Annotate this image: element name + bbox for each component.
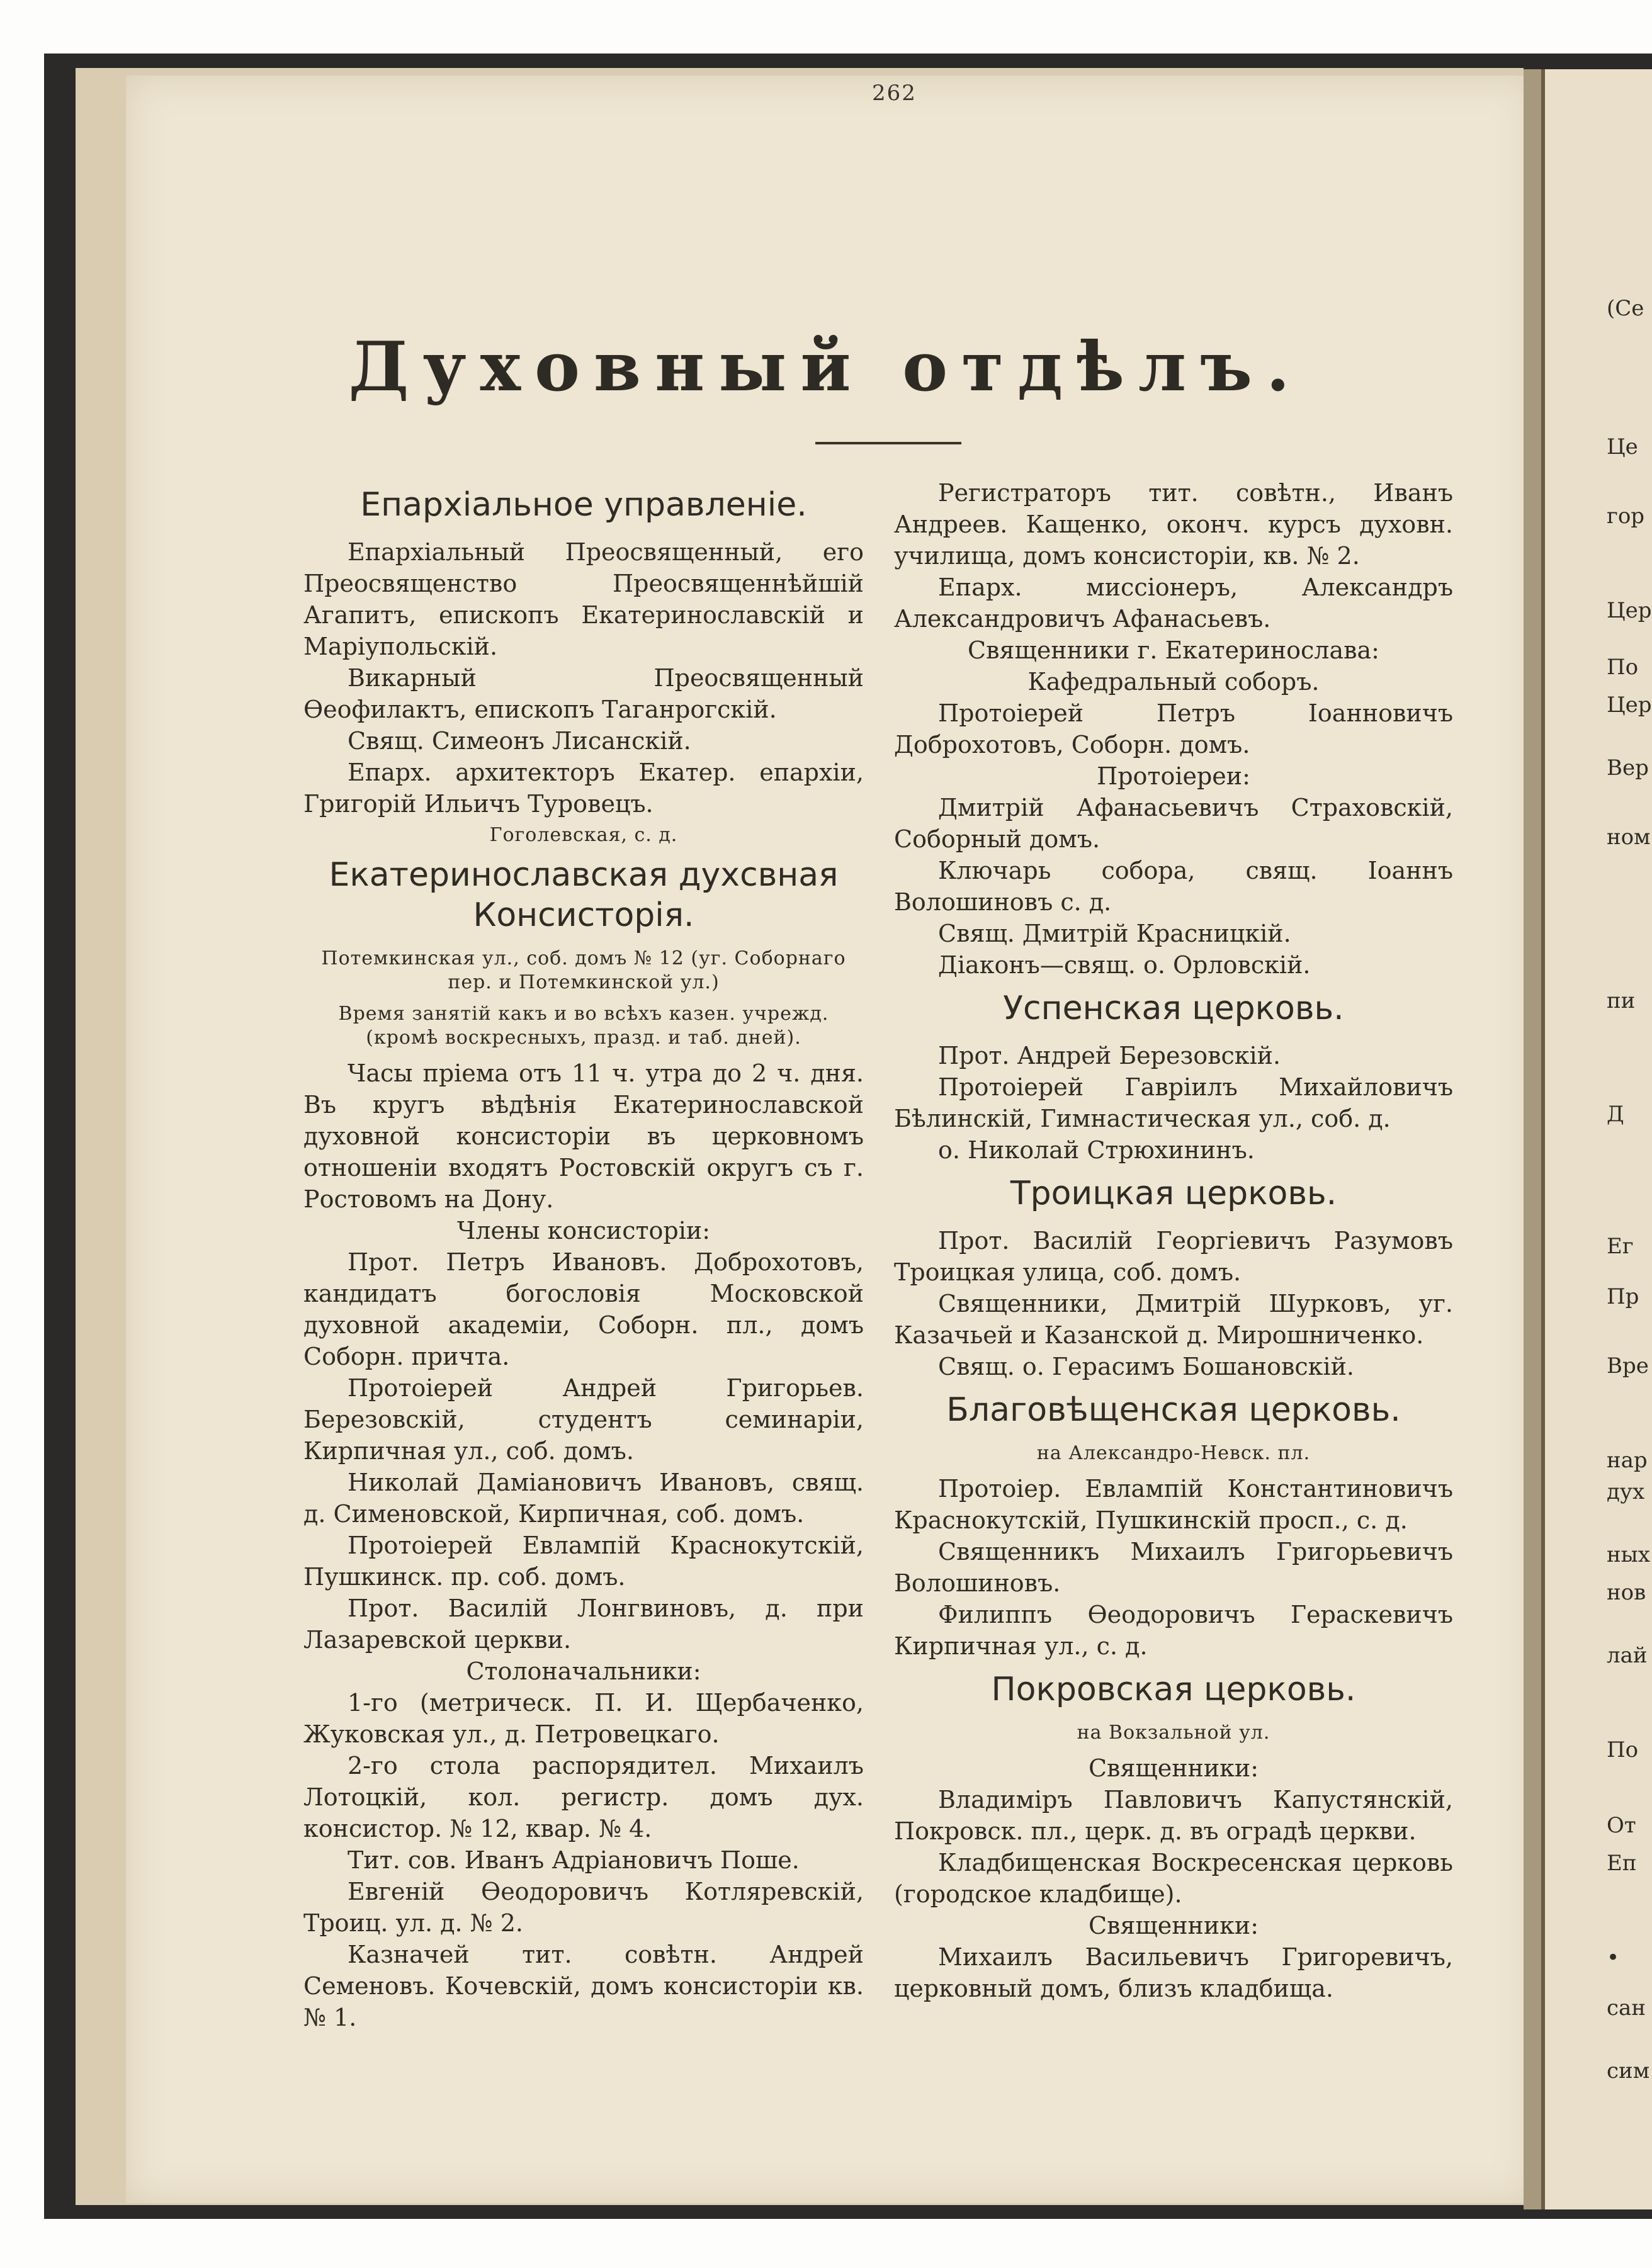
next-page-fragment: Цер xyxy=(1607,598,1652,623)
title-divider xyxy=(815,442,961,444)
entry-paragraph: Протоіерей Андрей Григорьев. Березовскій, студентъ семинаріи, Кирпичная ул., соб. домъ. xyxy=(303,1374,864,1465)
section-heading: Благовѣщенская церковь. xyxy=(946,1391,1401,1429)
entry-paragraph: Евгеній Ѳеодоровичъ Котляревскій, Троиц. ул. д. № 2. xyxy=(303,1878,864,1937)
entry-paragraph: Священники, Дмитрій Шурковъ, уг. Казачьей и Казанской д. Мирошниченко. xyxy=(894,1290,1453,1349)
page-number: 262 xyxy=(872,81,917,106)
entry-paragraph: Протоіерей Евлампій Краснокутскій, Пушкинск. пр. соб. домъ. xyxy=(303,1532,864,1591)
entry-paragraph: Свящ. Дмитрій Красницкій. xyxy=(938,920,1291,947)
page-title: Духовный отдѣлъ. xyxy=(348,327,1304,407)
next-page-fragment: Еп xyxy=(1607,1851,1637,1876)
section-heading: Покровская церковь. xyxy=(991,1671,1356,1708)
entry-paragraph: Діаконъ—свящ. о. Орловскій. xyxy=(938,951,1311,979)
centered-line: Священники: xyxy=(1088,1912,1259,1939)
entry-paragraph: Николай Даміановичъ Ивановъ, свящ. д. Сименовской, Кирпичная, соб. домъ. xyxy=(303,1469,864,1528)
entry-paragraph: Епарх. архитекторъ Екатер. епархіи, Григорій Ильичъ Туровецъ. xyxy=(303,759,864,818)
entry-paragraph: Епарх. миссіонеръ, Александръ Александровичъ Афанасьевъ. xyxy=(894,573,1453,633)
next-page-fragment: дух xyxy=(1607,1479,1645,1504)
entry-paragraph: о. Николай Стрюхининъ. xyxy=(938,1136,1255,1164)
next-page-fragment: Вер xyxy=(1607,755,1649,781)
entry-paragraph: Кладбищенская Воскресенская церковь (городское кладбище). xyxy=(894,1849,1453,1908)
entry-paragraph: Протоіер. Евлампій Константиновичъ Краснокутскій, Пушкинскій просп., с. д. xyxy=(894,1475,1453,1534)
next-page-fragment: гор xyxy=(1607,504,1645,529)
entry-paragraph: 2-го стола распорядител. Михаилъ Лотоцкій, кол. регистр. домъ дух. консистор. № 12, квар. № 4. xyxy=(303,1752,864,1842)
next-page-fragment: По xyxy=(1607,1737,1639,1763)
entry-paragraph: Тит. сов. Иванъ Адріановичъ Поше. xyxy=(348,1846,800,1874)
entry-paragraph: Владиміръ Павловичъ Капустянскій, Покровск. пл., церк. д. въ оградѣ церкви. xyxy=(894,1786,1453,1845)
section-subtitle: Гоголевская, с. д. xyxy=(489,824,678,846)
entry-paragraph: Викарный Преосвященный Ѳеофилактъ, епископъ Таганрогскій. xyxy=(303,664,864,723)
section-heading: Екатеринославская духсвная Консисторія. xyxy=(329,856,839,934)
next-page-fragment: От xyxy=(1607,1813,1636,1838)
next-page-fragment: сим xyxy=(1607,2058,1650,2084)
entry-paragraph: Дмитрій Афанасьевичъ Страховскій, Соборный домъ. xyxy=(894,794,1453,853)
next-page-fragment: нар xyxy=(1607,1448,1648,1473)
section-subtitle: Время занятій какъ и во всѣхъ казен. учрежд. (кромѣ воскресныхъ, празд. и таб. дней). xyxy=(338,1003,829,1049)
centered-line: Члены консисторіи: xyxy=(456,1217,710,1244)
entry-paragraph: Регистраторъ тит. совѣтн., Иванъ Андреев. Кащенко, оконч. курсъ духовн. училища, домъ консисторіи, кв. № 2. xyxy=(894,479,1453,570)
section-subtitle: Потемкинская ул., соб. домъ № 12 (уг. Соборнаго пер. и Потемкинской ул.) xyxy=(321,947,846,993)
centered-line: Протоіереи: xyxy=(1097,762,1250,790)
next-page-fragment: лай xyxy=(1607,1643,1648,1668)
next-page-fragment: нов xyxy=(1607,1580,1646,1605)
entry-paragraph: Священникъ Михаилъ Григорьевичъ Волошиновъ. xyxy=(894,1538,1453,1597)
entry-paragraph: Прот. Василій Георгіевичъ Разумовъ Троицкая улица, соб. домъ. xyxy=(894,1227,1453,1286)
section-subtitle: на Александро-Невск. пл. xyxy=(1036,1442,1311,1464)
right-column xyxy=(894,477,1453,2004)
next-page-fragment: Пр xyxy=(1607,1284,1639,1309)
next-page-fragment: Ег xyxy=(1607,1234,1634,1259)
section-subtitle: на Вокзальной ул. xyxy=(1077,1722,1270,1744)
left-column xyxy=(303,477,864,2033)
entry-paragraph: 1-го (метрическ. П. И. Щербаченко, Жуковская ул., д. Петровецкаго. xyxy=(303,1689,864,1748)
next-page-fragment: сан xyxy=(1607,1995,1646,2021)
entry-paragraph: Филиппъ Ѳеодоровичъ Гераскевичъ Кирпичная ул., с. д. xyxy=(894,1601,1453,1660)
entry-paragraph: Прот. Василій Лонгвиновъ, д. при Лазаревской церкви. xyxy=(303,1594,864,1654)
entry-paragraph: Прот. Андрей Березовскій. xyxy=(938,1042,1281,1069)
centered-line: Столоначальники: xyxy=(466,1657,701,1685)
centered-line: Священники г. Екатеринослава: xyxy=(968,636,1379,664)
section-heading: Успенская церковь. xyxy=(1003,990,1344,1027)
next-page-fragment: Д xyxy=(1607,1102,1624,1127)
next-page-fragment: По xyxy=(1607,655,1639,680)
entry-paragraph: Михаилъ Васильевичъ Григоревичъ, церковный домъ, близъ кладбища. xyxy=(894,1943,1453,2002)
entry-paragraph: Прот. Петръ Ивановъ. Доброхотовъ, кандидатъ богословія Московской духовной академіи, Соборн. пл., домъ Соборн. причта. xyxy=(303,1248,864,1370)
entry-paragraph: Епархіальный Преосвященный, его Преосвященство Преосвященнѣйшій Агапитъ, епископъ Екатеринославскій и Маріупольскій. xyxy=(303,538,864,660)
next-page-fragment: пи xyxy=(1607,988,1636,1013)
centered-line: Священники: xyxy=(1088,1754,1259,1782)
entry-paragraph: Казначей тит. совѣтн. Андрей Семеновъ. Кочевскій, домъ консисторіи кв. № 1. xyxy=(303,1941,864,2031)
entry-paragraph: Свящ. Симеонъ Лисанскій. xyxy=(348,727,691,755)
section-heading: Епархіальное управленіе. xyxy=(360,486,807,524)
entry-paragraph: Свящ. о. Герасимъ Бошановскій. xyxy=(938,1353,1354,1380)
section-heading: Троицкая церковь. xyxy=(1010,1175,1337,1212)
next-page-fragment: ном xyxy=(1607,825,1651,850)
next-page-fragment: Це xyxy=(1607,434,1638,460)
entry-paragraph: Ключарь собора, свящ. Іоаннъ Волошиновъ с. д. xyxy=(894,857,1453,916)
entry-paragraph: Протоіерей Петръ Іоанновичъ Доброхотовъ, Соборн. домъ. xyxy=(894,699,1453,759)
entry-paragraph: Протоіерей Гавріилъ Михайловичъ Бѣлинскій, Гимнастическая ул., соб. д. xyxy=(894,1073,1453,1132)
next-page-fragment: Вре xyxy=(1607,1353,1649,1379)
paragraph: Часы пріема отъ 11 ч. утра до 2 ч. дня. Въ кругъ вѣдѣнія Екатеринославской духовной консисторіи въ церковномъ отношеніи входятъ Ростовскій округъ съ г. Ростовомъ на Дону. xyxy=(303,1059,864,1213)
centered-line: Кафедральный соборъ. xyxy=(1027,668,1320,696)
next-page-fragment: (Се xyxy=(1607,296,1644,321)
next-page-fragment: • xyxy=(1607,1945,1620,1970)
next-page-fragment: ных xyxy=(1607,1542,1650,1567)
next-page-fragment: Цер xyxy=(1607,692,1652,718)
